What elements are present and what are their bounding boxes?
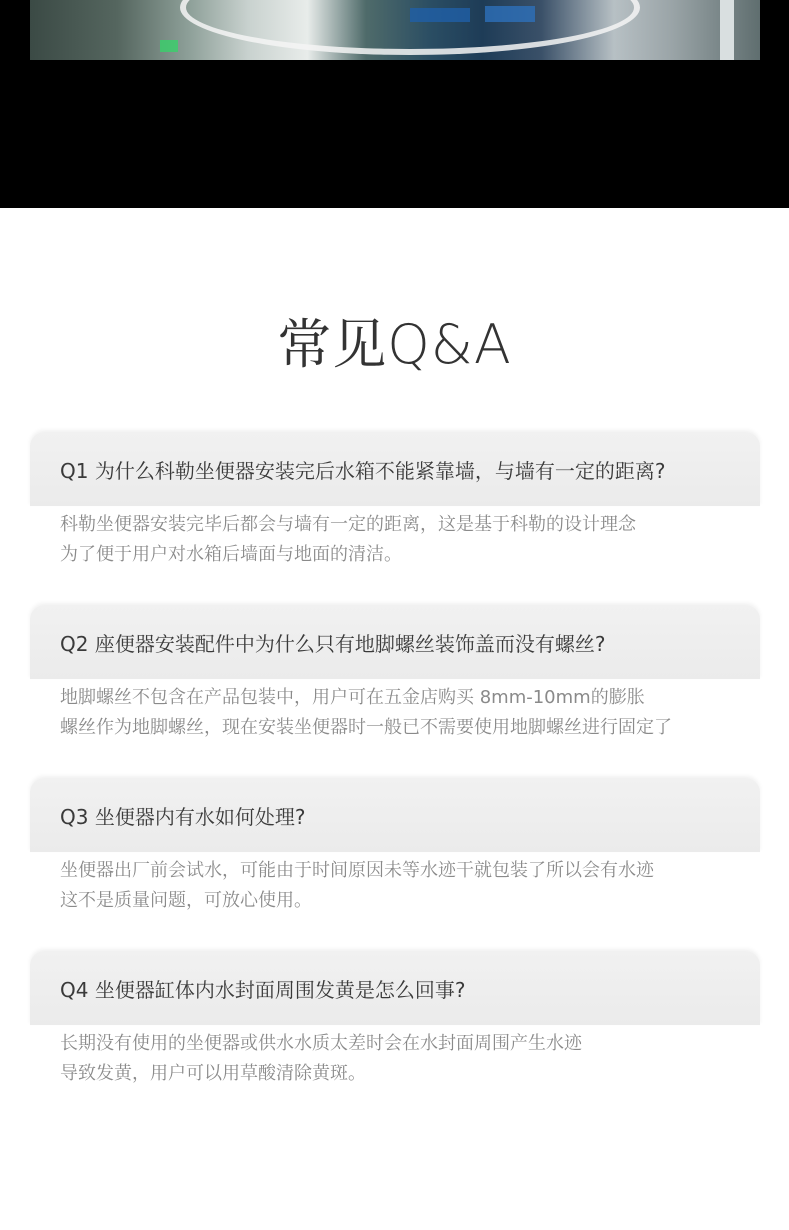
- faq-question: Q1 为什么科勒坐便器安装完后水箱不能紧靠墙，与墙有一定的距离?: [30, 432, 760, 506]
- faq-answer: [30, 1025, 760, 1089]
- faq-answer-line: 科勒坐便器安装完毕后都会与墙有一定的距离，这是基于科勒的设计理念: [60, 514, 636, 535]
- faq-item-2: [30, 605, 760, 743]
- faq-answer-line: 螺丝作为地脚螺丝，现在安装坐便器时一般已不需要使用地脚螺丝进行固定了: [60, 717, 672, 738]
- faq-answer: [30, 506, 760, 570]
- faq-answer-line: 长期没有使用的坐便器或供水水质太差时会在水封面周围产生水迹: [60, 1033, 582, 1054]
- faq-answer-line: 这不是质量问题，可放心使用。: [60, 890, 312, 911]
- product-photo: [30, 0, 760, 60]
- faq-answer-line: 地脚螺丝不包含在产品包装中，用户可在五金店购买 8mm-10mm的膨胀: [60, 687, 645, 708]
- faq-answer-line: 坐便器出厂前会试水，可能由于时间原因未等水迹干就包装了所以会有水迹: [60, 860, 654, 881]
- page-title: 常见Q&A: [277, 313, 512, 376]
- faq-question: Q4 坐便器缸体内水封面周围发黄是怎么回事?: [30, 951, 760, 1025]
- faq-question: Q2 座便器安装配件中为什么只有地脚螺丝装饰盖而没有螺丝?: [30, 605, 760, 679]
- faq-item-4: [30, 951, 760, 1089]
- faq-item-3: [30, 778, 760, 916]
- faq-item-1: [30, 432, 760, 570]
- hero-banner: [0, 0, 789, 208]
- faq-answer: [30, 679, 760, 743]
- faq-answer: [30, 852, 760, 916]
- faq-answer-line: 导致发黄，用户可以用草酸清除黄斑。: [60, 1063, 366, 1084]
- faq-answer-line: 为了便于用户对水箱后墙面与地面的清洁。: [60, 544, 402, 565]
- faq-question: Q3 坐便器内有水如何处理?: [30, 778, 760, 852]
